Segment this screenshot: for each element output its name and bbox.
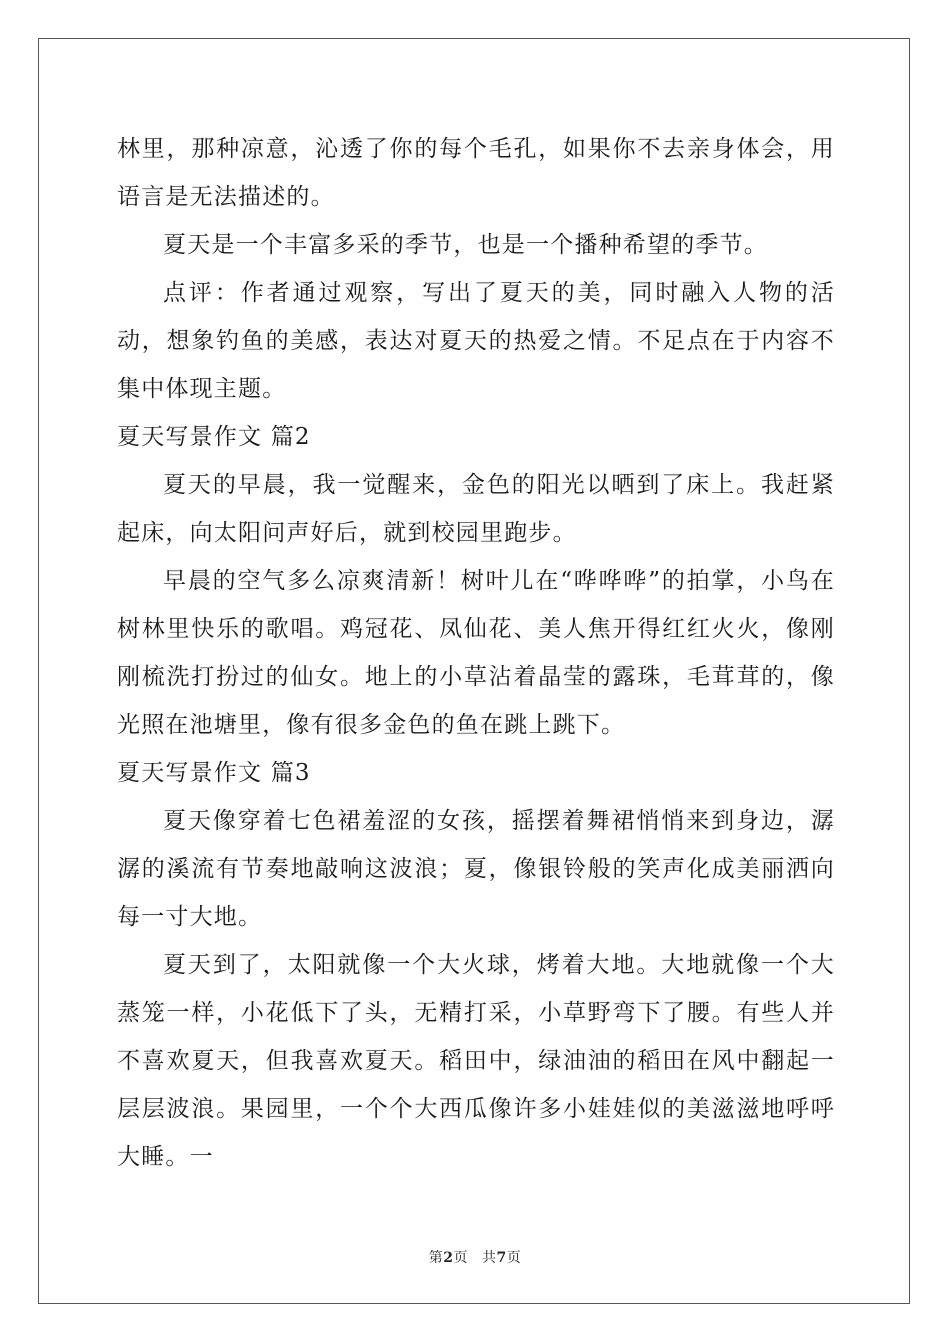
total-page-number: 7: [496, 1250, 507, 1266]
paragraph: 夏天到了，太阳就像一个大火球，烤着大地。大地就像一个大蒸笼一样，小花低下了头，无精打采，小草野弯下了腰。有些人并不喜欢夏天，但我喜欢夏天。稻田中，绿油油的稻田在风中翻起一层层波浪。果园里，一个个大西瓜像许多小娃娃似的美滋滋地呼呼大睡。一: [117, 952, 835, 1170]
paragraph: 早晨的空气多么凉爽清新！树叶儿在“哗哗哗”的拍掌，小鸟在树林里快乐的歌唱。鸡冠花、凤仙花、美人焦开得红红火火，像刚刚梳洗打扮过的仙女。地上的小草沾着晶莹的露珠，毛茸茸的，像光照在池塘里，像有很多金色的鱼在跳上跳下。: [117, 568, 835, 738]
page-footer: [0, 1247, 950, 1267]
page-prefix: 第: [428, 1250, 444, 1266]
paragraph: 夏天是一个丰富多采的季节，也是一个播种希望的季节。: [163, 232, 768, 258]
comment-paragraph: 点评：作者通过观察，写出了夏天的美，同时融入人物的活动，想象钓鱼的美感，表达对夏天的热爱之情。不足点在于内容不集中体现主题。: [117, 280, 835, 402]
page-suffix: 页: [453, 1250, 468, 1266]
paragraph: 夏天像穿着七色裙羞涩的女孩，摇摆着舞裙悄悄来到身边，潺潺的溪流有节奏地敲响这波浪；夏，像银铃般的笑声化成美丽洒向每一寸大地。: [117, 808, 835, 930]
paragraph-continued: 林里，那种凉意，沁透了你的每个毛孔，如果你不去亲身体会，用语言是无法描述的。: [117, 136, 835, 210]
paragraph: 夏天的早晨，我一觉醒来，金色的阳光以晒到了床上。我赶紧起床，向太阳问声好后，就到校园里跑步。: [117, 472, 835, 546]
current-page-number: 2: [443, 1250, 454, 1266]
document-body: [117, 125, 835, 1181]
section-heading: 夏天写景作文 篇3: [117, 760, 311, 786]
total-suffix: 页: [506, 1250, 522, 1266]
total-prefix: 共: [482, 1250, 497, 1266]
section-heading: 夏天写景作文 篇2: [117, 424, 311, 450]
